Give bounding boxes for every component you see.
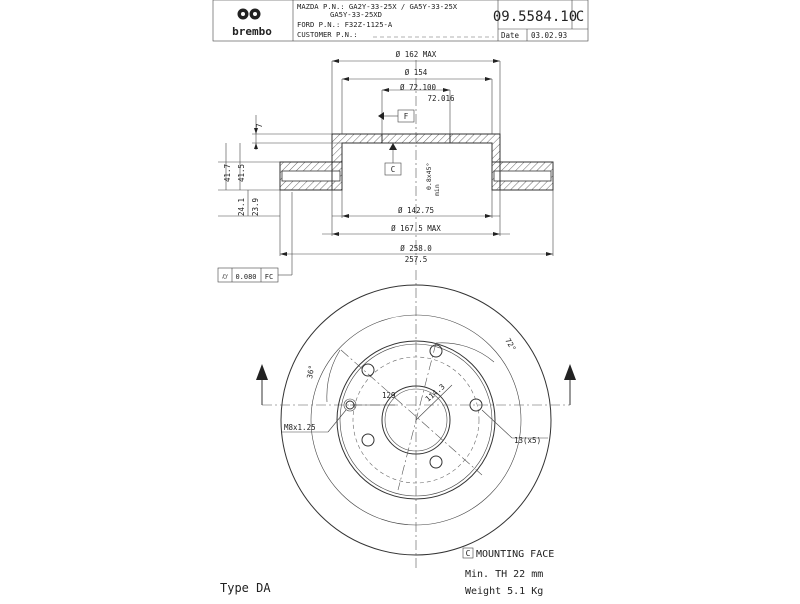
tolerance-datum: FC — [264, 273, 274, 281]
bolt-hole — [430, 456, 442, 468]
mazda-part-line: MAZDA P.N.: GA2Y-33-25X / GA5Y-33-25X — [297, 2, 458, 11]
dim-167-5-max: Ø 167.5 MAX — [391, 224, 441, 233]
datum-f-label: F — [403, 112, 409, 121]
holes-callout: 13(x5) — [514, 436, 542, 445]
notes-block — [220, 548, 554, 597]
mazda-part-line-2: GA5Y-33-25XD — [330, 10, 382, 19]
dim-258: Ø 258.0 — [400, 244, 432, 253]
date-label: Date — [501, 31, 520, 40]
customer-part-line: CUSTOMER P.N.: — [297, 30, 358, 39]
dim-257-5: 257.5 — [404, 255, 428, 264]
angle-72: 72° — [503, 336, 518, 353]
tolerance-value: 0.080 — [235, 273, 257, 281]
type-label: Type DA — [220, 581, 271, 595]
bolt-holes — [344, 345, 482, 468]
dim-41-7: 41.7 — [223, 163, 232, 182]
dim-129: 129 — [382, 391, 396, 400]
dim-23-9: 23.9 — [251, 197, 260, 216]
logo-text: brembo — [232, 25, 272, 38]
part-number: 09.5584.10 — [492, 9, 578, 25]
date-value: 03.02.93 — [531, 31, 568, 40]
angle-36: 36° — [305, 364, 317, 380]
dim-7: 7 — [255, 123, 264, 128]
bolt-hole — [362, 434, 374, 446]
chamfer-note: 0.8x45° — [425, 162, 433, 190]
mounting-face-note: MOUNTING FACE — [476, 549, 555, 560]
weight-note: Weight 5.1 Kg — [465, 586, 544, 597]
dim-142-75: Ø 142.75 — [397, 206, 435, 215]
title-block — [213, 0, 588, 41]
ford-part-line: FORD P.N.: F32Z-1125-A — [297, 20, 393, 29]
dim-114-3: 114.3 — [423, 382, 447, 404]
runout-icon: ⌭ — [222, 272, 228, 281]
dim-72-100: Ø 72.100 — [399, 83, 437, 92]
dim-162-max: Ø 162 MAX — [395, 50, 437, 59]
datum-c-label: C — [390, 165, 396, 174]
dim-154: Ø 154 — [404, 68, 428, 77]
dim-41-5: 41.5 — [237, 163, 246, 182]
front-view — [256, 270, 576, 570]
dim-72-016: 72.016 — [427, 94, 455, 103]
dim-24-1: 24.1 — [237, 197, 246, 216]
chamfer-min: min — [433, 184, 441, 196]
section-view — [218, 50, 553, 282]
revision-letter: C — [575, 9, 585, 25]
brembo-logo — [232, 9, 272, 39]
mounting-symbol: C — [465, 549, 471, 558]
thread-callout: M8x1.25 — [284, 423, 316, 432]
min-thickness-note: Min. TH 22 mm — [465, 569, 544, 580]
